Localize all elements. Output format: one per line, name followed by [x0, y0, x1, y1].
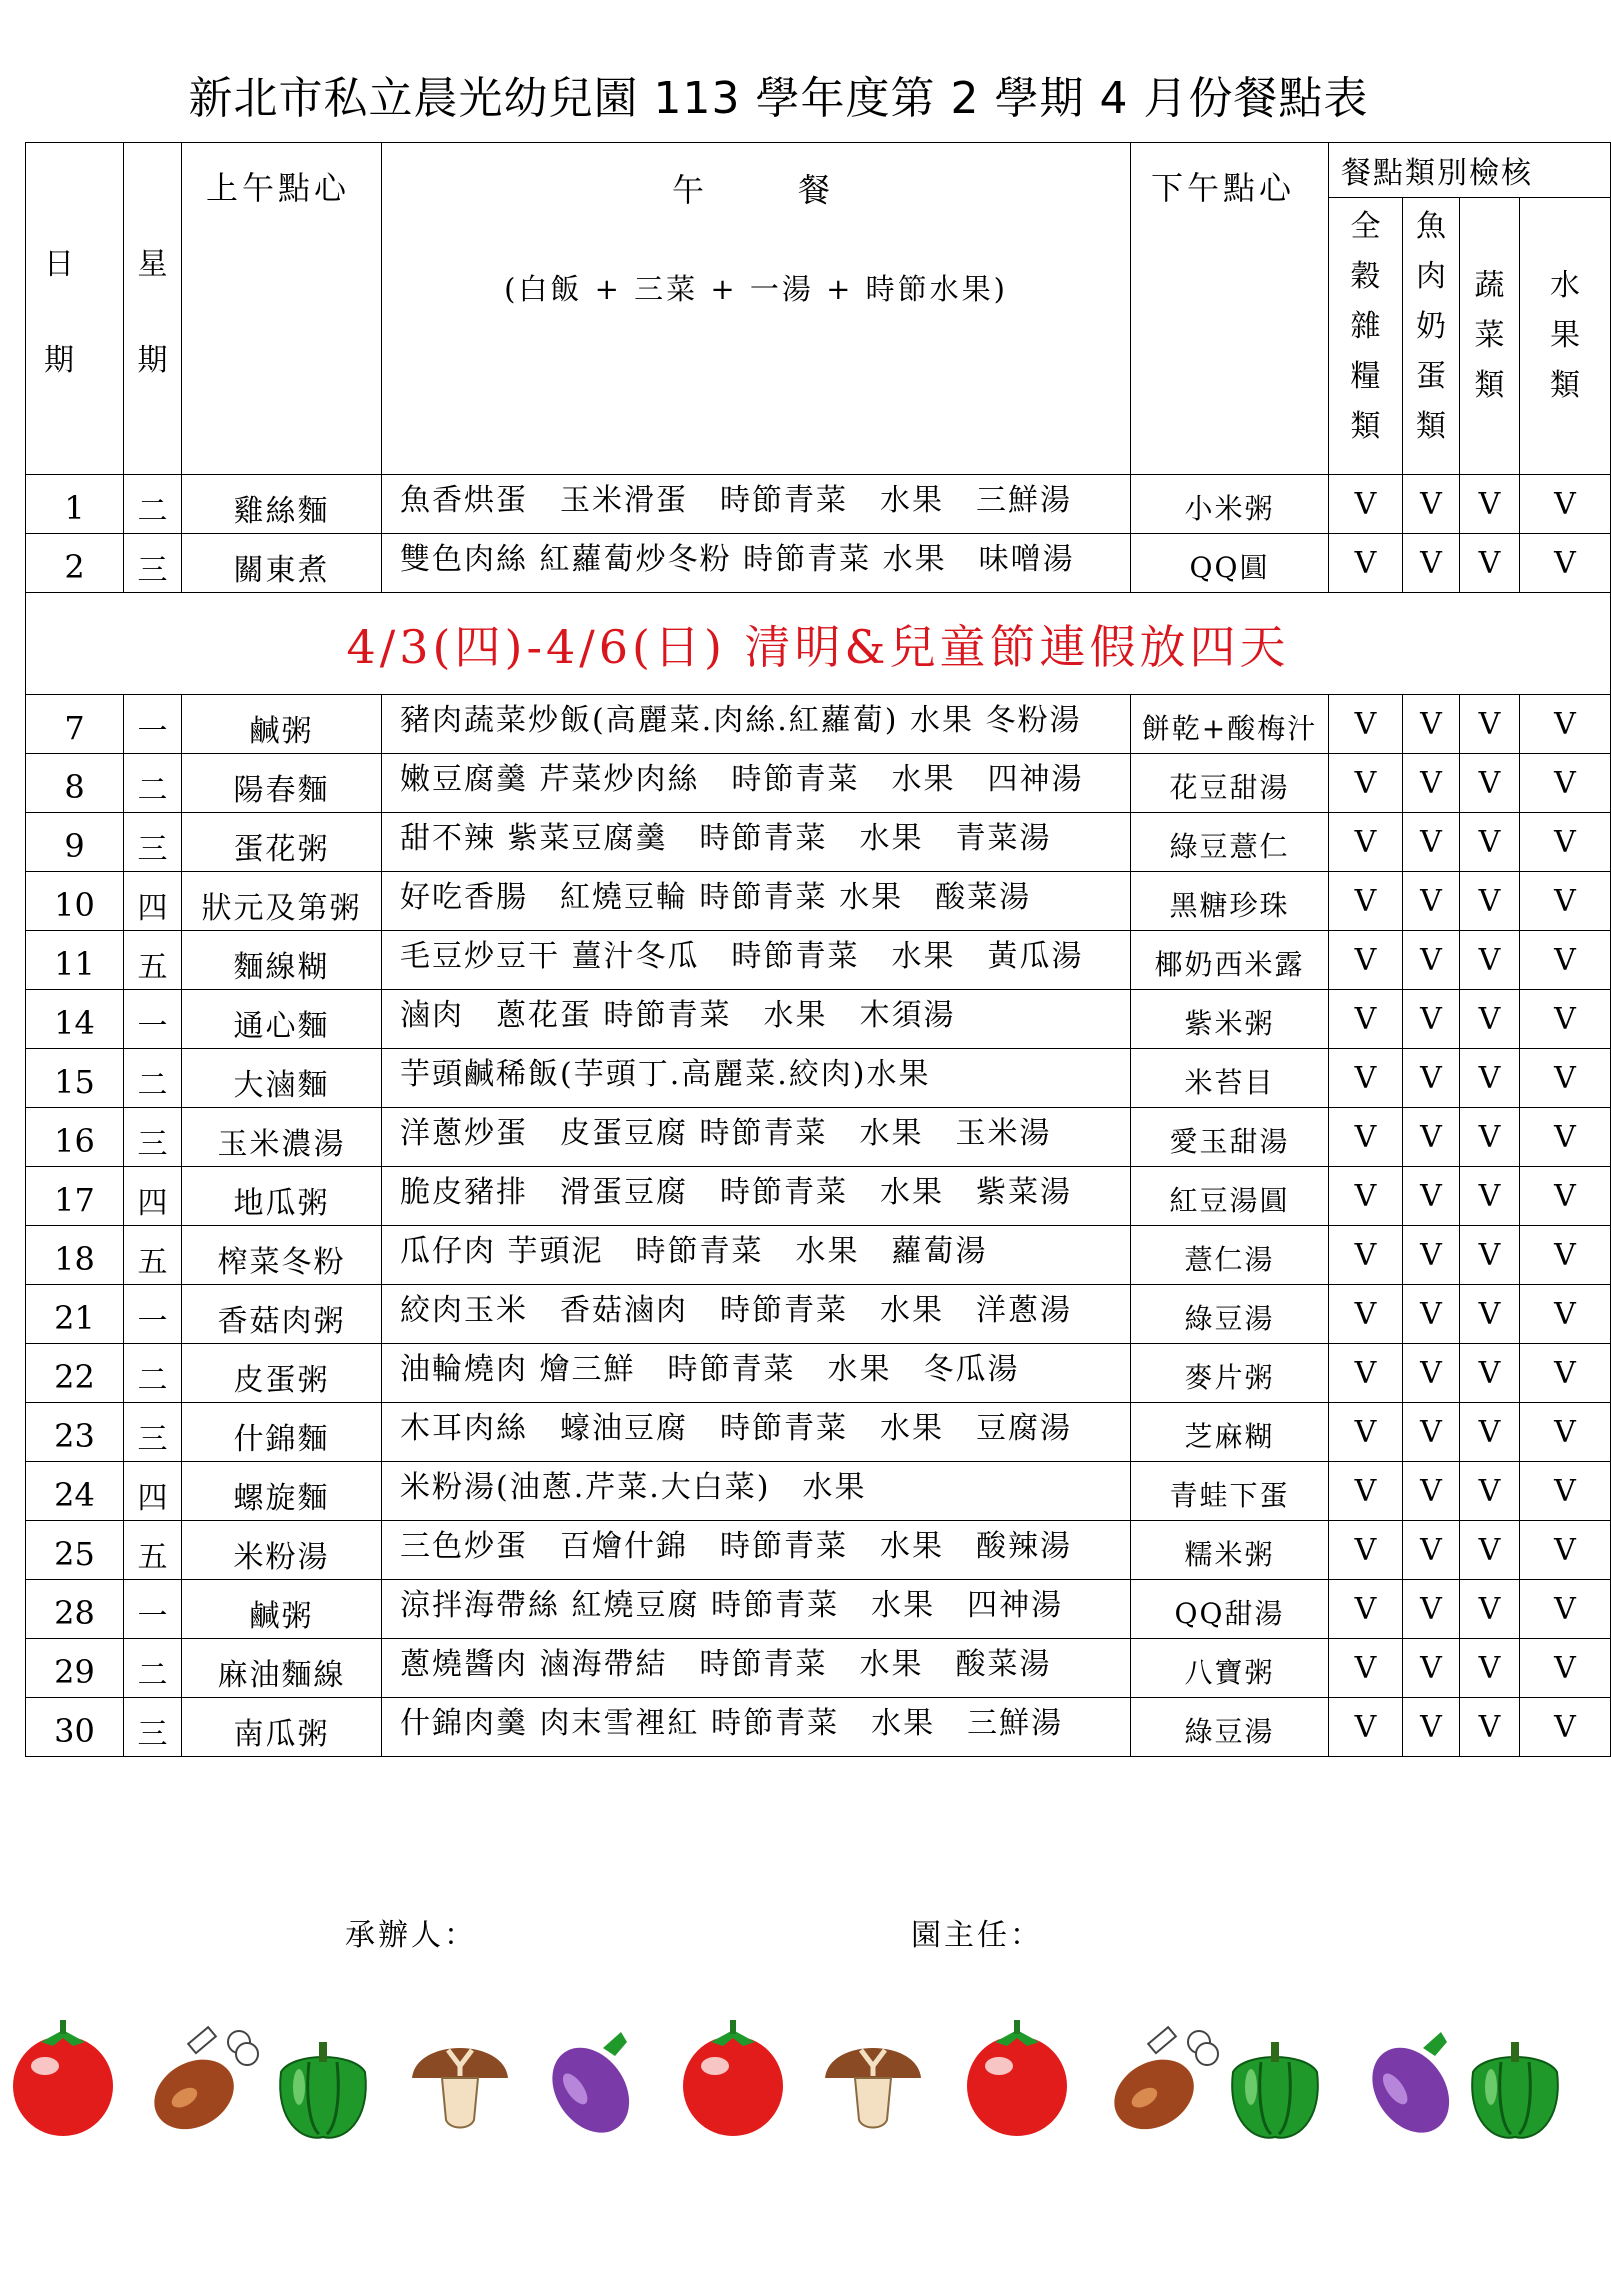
- check-mark-cell: V: [1403, 931, 1460, 990]
- organizer-label: 承辦人：: [345, 1918, 477, 1953]
- menu-row: [26, 990, 1611, 1049]
- date-cell: 29: [26, 1639, 124, 1698]
- check-mark-cell: V: [1403, 990, 1460, 1049]
- morning-snack-cell: 大滷麵: [182, 1049, 382, 1108]
- lunch-cell: 絞肉玉米 香菇滷肉 時節青菜 水果 洋蔥湯: [382, 1285, 1131, 1344]
- check-mark-cell: V: [1460, 1580, 1520, 1639]
- date-cell: 15: [26, 1049, 124, 1108]
- check-mark-cell: V: [1520, 475, 1611, 534]
- check-mark-cell: V: [1520, 1462, 1611, 1521]
- check-mark-cell: V: [1329, 990, 1403, 1049]
- afternoon-snack-cell: 花豆甜湯: [1131, 754, 1329, 813]
- afternoon-snack-cell: 餅乾+酸梅汁: [1131, 695, 1329, 754]
- check-mark-cell: V: [1460, 931, 1520, 990]
- check-mark-cell: V: [1329, 1285, 1403, 1344]
- check-mark-cell: V: [1460, 1698, 1520, 1757]
- weekday-header: [124, 143, 182, 475]
- afternoon-snack-cell: QQ甜湯: [1131, 1580, 1329, 1639]
- check-mark-cell: V: [1520, 1285, 1611, 1344]
- morning-snack-cell: 鹹粥: [182, 1580, 382, 1639]
- check-mark-cell: V: [1329, 1580, 1403, 1639]
- menu-row: [26, 931, 1611, 990]
- menu-row: [26, 534, 1611, 593]
- afternoon-snack-cell: 紫米粥: [1131, 990, 1329, 1049]
- afternoon-snack-cell: 芝麻糊: [1131, 1403, 1329, 1462]
- check-mark-cell: V: [1403, 754, 1460, 813]
- afternoon-snack-cell: 綠豆湯: [1131, 1285, 1329, 1344]
- menu-row: [26, 1049, 1611, 1108]
- menu-row: [26, 1698, 1611, 1757]
- morning-snack-cell: 螺旋麵: [182, 1462, 382, 1521]
- weekday-cell: 四: [124, 872, 182, 931]
- check-mark-cell: V: [1460, 872, 1520, 931]
- category-header-label: 蔬菜類: [1474, 268, 1505, 403]
- afternoon-snack-cell: 紅豆湯圓: [1131, 1167, 1329, 1226]
- weekday-cell: 二: [124, 1639, 182, 1698]
- weekday-cell: 二: [124, 1049, 182, 1108]
- lunch-cell: 嫩豆腐羹 芹菜炒肉絲 時節青菜 水果 四神湯: [382, 754, 1131, 813]
- weekday-cell: 四: [124, 1167, 182, 1226]
- weekday-cell: 三: [124, 813, 182, 872]
- morning-snack-cell: 陽春麵: [182, 754, 382, 813]
- check-mark-cell: V: [1403, 534, 1460, 593]
- menu-row: [26, 872, 1611, 931]
- check-mark-cell: V: [1520, 534, 1611, 593]
- afternoon-snack-cell: 糯米粥: [1131, 1521, 1329, 1580]
- check-mark-cell: V: [1403, 1462, 1460, 1521]
- morning-snack-cell: 關東煮: [182, 534, 382, 593]
- check-mark-cell: V: [1520, 1403, 1611, 1462]
- morning-snack-cell: 米粉湯: [182, 1521, 382, 1580]
- check-mark-cell: V: [1520, 1108, 1611, 1167]
- tomato-icon: [13, 2020, 113, 2136]
- date-cell: 18: [26, 1226, 124, 1285]
- lunch-cell: 芋頭鹹稀飯(芋頭丁.高麗菜.絞肉)水果: [382, 1049, 1131, 1108]
- check-mark-cell: V: [1520, 990, 1611, 1049]
- morning-snack-cell: 榨菜冬粉: [182, 1226, 382, 1285]
- check-mark-cell: V: [1329, 813, 1403, 872]
- morning-snack-header: [182, 143, 382, 475]
- check-mark-cell: V: [1403, 695, 1460, 754]
- check-mark-cell: V: [1329, 872, 1403, 931]
- weekday-cell: 一: [124, 990, 182, 1049]
- check-mark-cell: V: [1403, 475, 1460, 534]
- check-mark-cell: V: [1329, 534, 1403, 593]
- morning-snack-cell: 蛋花粥: [182, 813, 382, 872]
- check-mark-cell: V: [1520, 754, 1611, 813]
- weekday-cell: 四: [124, 1462, 182, 1521]
- food-icon-border: [0, 2010, 1557, 2150]
- date-cell: 24: [26, 1462, 124, 1521]
- check-mark-cell: V: [1460, 1521, 1520, 1580]
- lunch-cell: 甜不辣 紫菜豆腐羹 時節青菜 水果 青菜湯: [382, 813, 1131, 872]
- date-header-top: 日: [44, 246, 74, 282]
- tomato-icon: [683, 2020, 783, 2136]
- afternoon-snack-cell: 椰奶西米露: [1131, 931, 1329, 990]
- menu-row: [26, 475, 1611, 534]
- date-cell: 30: [26, 1698, 124, 1757]
- lunch-cell: 雙色肉絲 紅蘿蔔炒冬粉 時節青菜 水果 味噌湯: [382, 534, 1131, 593]
- check-mark-cell: V: [1403, 1285, 1460, 1344]
- check-mark-cell: V: [1520, 1698, 1611, 1757]
- weekday-cell: 三: [124, 1403, 182, 1462]
- drumstick-icon: [142, 2027, 258, 2143]
- check-mark-cell: V: [1460, 1639, 1520, 1698]
- morning-snack-cell: 麻油麵線: [182, 1639, 382, 1698]
- check-mark-cell: V: [1520, 1521, 1611, 1580]
- check-mark-cell: V: [1403, 1698, 1460, 1757]
- check-mark-cell: V: [1520, 695, 1611, 754]
- afternoon-snack-cell: 米苔目: [1131, 1049, 1329, 1108]
- weekday-cell: 二: [124, 754, 182, 813]
- date-cell: 7: [26, 695, 124, 754]
- menu-table: [25, 142, 1611, 1757]
- lunch-cell: 滷肉 蔥花蛋 時節青菜 水果 木須湯: [382, 990, 1131, 1049]
- menu-row: [26, 1462, 1611, 1521]
- mushroom-icon: [412, 2048, 508, 2128]
- check-mark-cell: V: [1460, 754, 1520, 813]
- lunch-header-note: (白飯 + 三菜 + 一湯 + 時節水果): [504, 272, 1008, 306]
- check-mark-cell: V: [1460, 1462, 1520, 1521]
- lunch-cell: 洋蔥炒蛋 皮蛋豆腐 時節青菜 水果 玉米湯: [382, 1108, 1131, 1167]
- weekday-cell: 二: [124, 1344, 182, 1403]
- weekday-header-top: 星: [137, 246, 168, 282]
- check-mark-cell: V: [1460, 1226, 1520, 1285]
- date-cell: 9: [26, 813, 124, 872]
- check-mark-cell: V: [1460, 534, 1520, 593]
- check-mark-cell: V: [1329, 931, 1403, 990]
- lunch-cell: 瓜仔肉 芋頭泥 時節青菜 水果 蘿蔔湯: [382, 1226, 1131, 1285]
- category-header-label: 全穀雜糧類: [1350, 209, 1381, 444]
- morning-snack-cell: 通心麵: [182, 990, 382, 1049]
- green-pepper-icon: [1472, 2042, 1558, 2138]
- lunch-cell: 米粉湯(油蔥.芹菜.大白菜) 水果: [382, 1462, 1131, 1521]
- check-mark-cell: V: [1520, 931, 1611, 990]
- check-mark-cell: V: [1520, 1639, 1611, 1698]
- weekday-cell: 一: [124, 1285, 182, 1344]
- afternoon-snack-cell: 愛玉甜湯: [1131, 1108, 1329, 1167]
- check-mark-cell: V: [1460, 1344, 1520, 1403]
- check-mark-cell: V: [1460, 1108, 1520, 1167]
- check-mark-cell: V: [1520, 1226, 1611, 1285]
- category-header-label: 魚肉奶蛋類: [1416, 209, 1446, 444]
- holiday-notice: 4/3(四)-4/6(日) 清明&兒童節連假放四天: [26, 593, 1611, 695]
- afternoon-snack-cell: 小米粥: [1131, 475, 1329, 534]
- afternoon-snack-cell: 綠豆薏仁: [1131, 813, 1329, 872]
- menu-row: [26, 1285, 1611, 1344]
- menu-row: [26, 1521, 1611, 1580]
- check-mark-cell: V: [1403, 1167, 1460, 1226]
- check-mark-cell: V: [1403, 813, 1460, 872]
- weekday-cell: 一: [124, 1580, 182, 1639]
- lunch-cell: 魚香烘蛋 玉米滑蛋 時節青菜 水果 三鮮湯: [382, 475, 1131, 534]
- menu-row: [26, 1344, 1611, 1403]
- morning-snack-cell: 什錦麵: [182, 1403, 382, 1462]
- afternoon-snack-cell: 薏仁湯: [1131, 1226, 1329, 1285]
- lunch-cell: 三色炒蛋 百燴什錦 時節青菜 水果 酸辣湯: [382, 1521, 1131, 1580]
- check-mark-cell: V: [1520, 1344, 1611, 1403]
- morning-snack-cell: 狀元及第粥: [182, 872, 382, 931]
- lunch-cell: 油輪燒肉 燴三鮮 時節青菜 水果 冬瓜湯: [382, 1344, 1131, 1403]
- date-header: [26, 143, 124, 475]
- green-pepper-icon: [280, 2042, 366, 2138]
- afternoon-snack-header: [1131, 143, 1329, 475]
- weekday-cell: 三: [124, 534, 182, 593]
- morning-snack-cell: 麵線糊: [182, 931, 382, 990]
- date-cell: 14: [26, 990, 124, 1049]
- check-mark-cell: V: [1329, 695, 1403, 754]
- category-header-2: [1460, 198, 1520, 475]
- check-mark-cell: V: [1329, 1226, 1403, 1285]
- weekday-cell: 五: [124, 931, 182, 990]
- check-mark-cell: V: [1460, 1167, 1520, 1226]
- check-mark-cell: V: [1520, 813, 1611, 872]
- date-cell: 23: [26, 1403, 124, 1462]
- date-cell: 17: [26, 1167, 124, 1226]
- lunch-header: [382, 143, 1131, 475]
- lunch-cell: 好吃香腸 紅燒豆輪 時節青菜 水果 酸菜湯: [382, 872, 1131, 931]
- menu-table-wrapper: [25, 142, 1580, 1757]
- date-cell: 25: [26, 1521, 124, 1580]
- afternoon-snack-cell: QQ圓: [1131, 534, 1329, 593]
- check-mark-cell: V: [1403, 1403, 1460, 1462]
- weekday-header-bottom: 期: [137, 342, 168, 378]
- check-mark-cell: V: [1329, 1639, 1403, 1698]
- date-cell: 8: [26, 754, 124, 813]
- date-cell: 10: [26, 872, 124, 931]
- afternoon-snack-cell: 綠豆湯: [1131, 1698, 1329, 1757]
- check-mark-cell: V: [1329, 1403, 1403, 1462]
- category-header-3: [1520, 198, 1611, 475]
- check-header-label: 餐點類別檢核: [1341, 156, 1533, 191]
- green-pepper-icon: [1232, 2042, 1318, 2138]
- check-mark-cell: V: [1329, 475, 1403, 534]
- eggplant-icon: [537, 2032, 645, 2147]
- check-mark-cell: V: [1329, 1344, 1403, 1403]
- header-row-top: [26, 143, 1611, 198]
- afternoon-snack-cell: 青蛙下蛋: [1131, 1462, 1329, 1521]
- weekday-cell: 二: [124, 475, 182, 534]
- menu-row: [26, 813, 1611, 872]
- menu-row: [26, 1580, 1611, 1639]
- check-mark-cell: V: [1403, 1639, 1460, 1698]
- menu-row: [26, 1639, 1611, 1698]
- date-cell: 22: [26, 1344, 124, 1403]
- check-mark-cell: V: [1403, 872, 1460, 931]
- check-mark-cell: V: [1520, 1580, 1611, 1639]
- weekday-cell: 五: [124, 1226, 182, 1285]
- check-mark-cell: V: [1403, 1580, 1460, 1639]
- category-header-0: [1329, 198, 1403, 475]
- check-mark-cell: V: [1329, 1462, 1403, 1521]
- check-mark-cell: V: [1403, 1226, 1460, 1285]
- check-mark-cell: V: [1520, 872, 1611, 931]
- check-mark-cell: V: [1403, 1049, 1460, 1108]
- afternoon-snack-cell: 黑糖珍珠: [1131, 872, 1329, 931]
- lunch-cell: 木耳肉絲 蠔油豆腐 時節青菜 水果 豆腐湯: [382, 1403, 1131, 1462]
- morning-snack-cell: 地瓜粥: [182, 1167, 382, 1226]
- check-mark-cell: V: [1460, 813, 1520, 872]
- check-mark-cell: V: [1520, 1049, 1611, 1108]
- afternoon-snack-cell: 麥片粥: [1131, 1344, 1329, 1403]
- check-mark-cell: V: [1403, 1108, 1460, 1167]
- lunch-cell: 什錦肉羹 肉末雪裡紅 時節青菜 水果 三鮮湯: [382, 1698, 1131, 1757]
- lunch-cell: 毛豆炒豆干 薑汁冬瓜 時節青菜 水果 黃瓜湯: [382, 931, 1131, 990]
- date-cell: 1: [26, 475, 124, 534]
- afternoon-snack-header-label: 下午點心: [1151, 169, 1296, 207]
- drumstick-icon: [1102, 2027, 1218, 2143]
- weekday-cell: 五: [124, 1521, 182, 1580]
- menu-row: [26, 695, 1611, 754]
- check-mark-cell: V: [1403, 1344, 1460, 1403]
- check-mark-cell: V: [1329, 1049, 1403, 1108]
- check-mark-cell: V: [1460, 695, 1520, 754]
- check-mark-cell: V: [1460, 475, 1520, 534]
- menu-row: [26, 1167, 1611, 1226]
- lunch-cell: 涼拌海帶絲 紅燒豆腐 時節青菜 水果 四神湯: [382, 1580, 1131, 1639]
- category-header-1: [1403, 198, 1460, 475]
- morning-snack-cell: 鹹粥: [182, 695, 382, 754]
- morning-snack-cell: 玉米濃湯: [182, 1108, 382, 1167]
- check-mark-cell: V: [1460, 1285, 1520, 1344]
- date-header-bottom: 期: [44, 342, 74, 378]
- lunch-cell: 蔥燒醬肉 滷海帶結 時節青菜 水果 酸菜湯: [382, 1639, 1131, 1698]
- check-header: [1329, 143, 1611, 198]
- check-mark-cell: V: [1329, 1698, 1403, 1757]
- morning-snack-header-label: 上午點心: [206, 169, 351, 207]
- weekday-cell: 三: [124, 1108, 182, 1167]
- weekday-cell: 一: [124, 695, 182, 754]
- category-header-label: 水果類: [1550, 268, 1580, 403]
- menu-row: [26, 1226, 1611, 1285]
- menu-row: [26, 1108, 1611, 1167]
- lunch-cell: 豬肉蔬菜炒飯(高麗菜.肉絲.紅蘿蔔) 水果 冬粉湯: [382, 695, 1131, 754]
- check-mark-cell: V: [1460, 990, 1520, 1049]
- afternoon-snack-cell: 八寶粥: [1131, 1639, 1329, 1698]
- date-cell: 16: [26, 1108, 124, 1167]
- holiday-row: [26, 593, 1611, 695]
- check-mark-cell: V: [1329, 1521, 1403, 1580]
- tomato-icon: [967, 2020, 1067, 2136]
- check-mark-cell: V: [1329, 754, 1403, 813]
- check-mark-cell: V: [1460, 1403, 1520, 1462]
- check-mark-cell: V: [1520, 1167, 1611, 1226]
- check-mark-cell: V: [1403, 1521, 1460, 1580]
- director-label: 園主任：: [911, 1918, 1043, 1953]
- date-cell: 28: [26, 1580, 124, 1639]
- eggplant-icon: [1357, 2032, 1465, 2147]
- page-title: 新北市私立晨光幼兒園 113 學年度第 2 學期 4 月份餐點表: [188, 73, 1369, 124]
- morning-snack-cell: 南瓜粥: [182, 1698, 382, 1757]
- date-cell: 11: [26, 931, 124, 990]
- lunch-cell: 脆皮豬排 滑蛋豆腐 時節青菜 水果 紫菜湯: [382, 1167, 1131, 1226]
- menu-row: [26, 754, 1611, 813]
- check-mark-cell: V: [1329, 1108, 1403, 1167]
- weekday-cell: 三: [124, 1698, 182, 1757]
- mushroom-icon: [825, 2048, 921, 2128]
- check-mark-cell: V: [1460, 1049, 1520, 1108]
- morning-snack-cell: 香菇肉粥: [182, 1285, 382, 1344]
- morning-snack-cell: 雞絲麵: [182, 475, 382, 534]
- menu-row: [26, 1403, 1611, 1462]
- lunch-header-label: 午 餐: [671, 171, 840, 209]
- check-mark-cell: V: [1329, 1167, 1403, 1226]
- morning-snack-cell: 皮蛋粥: [182, 1344, 382, 1403]
- date-cell: 21: [26, 1285, 124, 1344]
- date-cell: 2: [26, 534, 124, 593]
